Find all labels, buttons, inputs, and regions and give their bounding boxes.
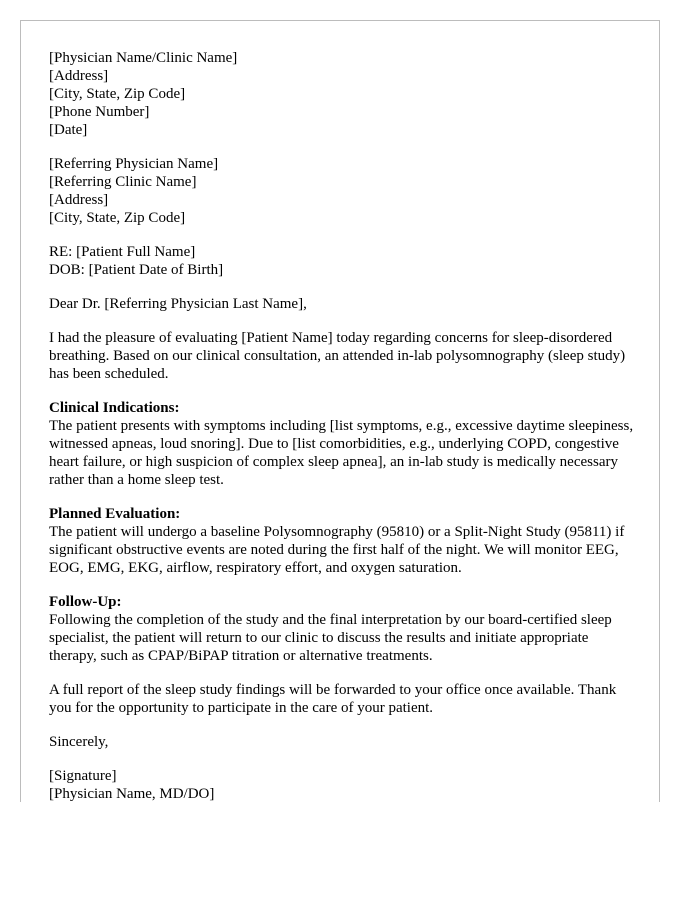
section-body: The patient presents with symptoms including [list symptoms, e.g., excessive daytime sleepiness, witnessed apneas, loud snoring]. Due to [list comorbidities, e.g., underlying COPD, congestive heart failure, or high suspicion of complex sleep apnea], an in-lab study is medically necessary rather than a home sleep test. xyxy=(49,418,634,488)
re-dob: DOB: [Patient Date of Birth] xyxy=(49,262,224,278)
section-heading: Clinical Indications: xyxy=(49,400,180,416)
sender-address: [Address] xyxy=(49,68,109,84)
section-follow-up xyxy=(49,593,639,665)
intro-paragraph: I had the pleasure of evaluating [Patient Name] today regarding concerns for sleep-disordered breathing. Based on our clinical consultation, an attended in-lab polysomnography (sleep study) has been scheduled. xyxy=(49,330,626,382)
section-clinical-indications xyxy=(49,399,639,489)
section-body: The patient will undergo a baseline Polysomnography (95810) or a Split-Night Study (95811) if significant obstructive events are noted during the first half of the night. We will monitor EEG, EOG, EMG, EKG, airflow, respiratory effort, and oxygen saturation. xyxy=(49,524,625,576)
sender-name: [Physician Name/Clinic Name] xyxy=(49,50,238,66)
recipient-city: [City, State, Zip Code] xyxy=(49,210,186,226)
section-body: Following the completion of the study and the final interpretation by our board-certified sleep specialist, the patient will return to our clinic to discuss the results and initiate appropriate therapy, such as CPAP/BiPAP titration or alternative treatments. xyxy=(49,612,612,664)
signature-line: [Signature] xyxy=(49,768,117,784)
recipient-address: [Address] xyxy=(49,192,109,208)
signoff: Sincerely, xyxy=(49,734,109,750)
physician-name: [Physician Name, MD/DO] xyxy=(49,786,215,802)
salutation: Dear Dr. [Referring Physician Last Name], xyxy=(49,296,307,312)
recipient-physician: [Referring Physician Name] xyxy=(49,156,219,172)
sender-block xyxy=(49,49,639,139)
re-patient: RE: [Patient Full Name] xyxy=(49,244,196,260)
section-heading: Follow-Up: xyxy=(49,594,122,610)
recipient-block xyxy=(49,155,639,227)
section-planned-evaluation xyxy=(49,505,639,577)
sender-phone: [Phone Number] xyxy=(49,104,150,120)
signature-block xyxy=(49,767,639,802)
section-heading: Planned Evaluation: xyxy=(49,506,181,522)
closing-paragraph: A full report of the sleep study findings will be forwarded to your office once available. Thank you for the opportunity to participate in the care of your patient. xyxy=(49,682,617,716)
re-block xyxy=(49,243,639,279)
letter-content xyxy=(49,49,639,802)
letter-date: [Date] xyxy=(49,122,88,138)
sender-city: [City, State, Zip Code] xyxy=(49,86,186,102)
recipient-clinic: [Referring Clinic Name] xyxy=(49,174,197,190)
letter-page xyxy=(20,20,660,802)
